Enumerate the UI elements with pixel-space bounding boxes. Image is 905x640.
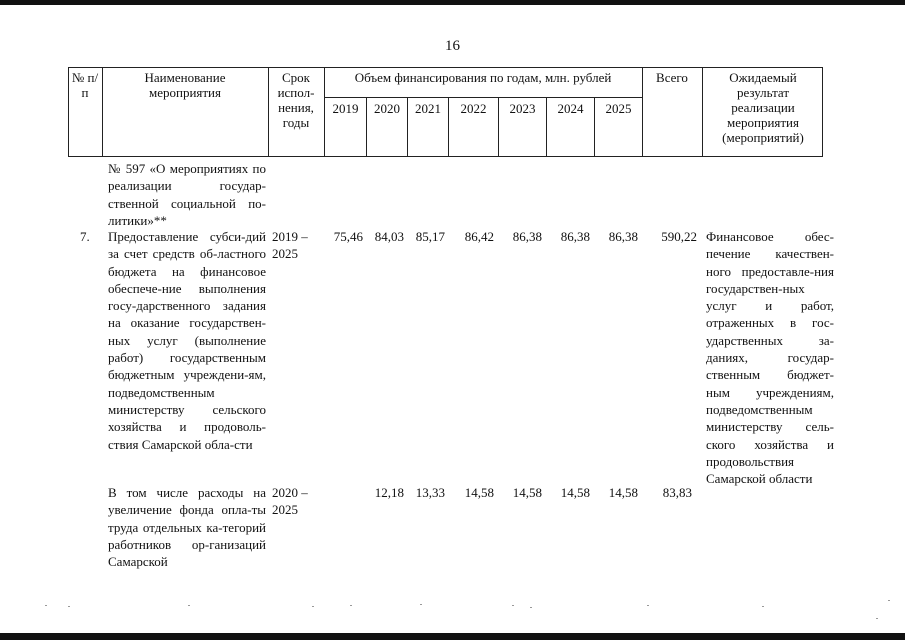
year-2023: 2023 [509,101,536,116]
speck [312,606,314,607]
header-term: Срок испол-нения, годы [277,70,315,130]
value-2024: 86,38 [560,229,590,244]
row-name: Предоставление субси-дий за счет средств об-ластного бюджета на финансовое обеспече-ние выполнения госу-дарственного задания на оказание государствен-ных услуг (выполнение работ) государственным бюджетным учреждени-ям, подведомственным министерству сельского хозяйства и продоволь-ствия Самарской обла-сти [108,229,266,452]
value-2020: 12,18 [374,485,404,500]
continuation-text: № 597 «О мероприятиях по реализации государ-ственной социальной по-литики»** [108,161,266,228]
speck [530,607,532,608]
col-line [702,67,703,157]
value-2020: 84,03 [374,229,404,244]
page-number: 16 [445,38,460,54]
row-result: Финансовое обес-печение качествен-ного предоставле-ния государствен-ных услуг и работ, отраженных в гос-ударственных за-даниях, государ-ственным бюджет-ным учреждениям, подведомственным министерству сель-ского хозяйства и продовольствия Самарской области [706,229,834,487]
col-line [642,67,643,157]
row-total: 590,22 [661,229,697,244]
speck [512,605,514,606]
row-number: 7. [80,229,90,244]
header-result: Ожидаемый результат реализации мероприятия (мероприятий) [722,70,804,145]
value-2019: 75,46 [333,229,363,244]
speck [420,604,422,605]
year-2022: 2022 [460,101,487,116]
bottom-border [0,633,905,640]
speck [888,600,890,601]
value-2025: 86,38 [608,229,638,244]
speck [876,618,878,619]
top-border [0,0,905,5]
row-name: В том числе расходы на увеличение фонда опла-ты труда отдельных ка-тегорий работников ор-ганизаций Самарской [108,485,266,570]
scan-noise [0,600,905,620]
value-2021: 85,17 [415,229,445,244]
value-2023: 14,58 [512,485,542,500]
value-2025: 14,58 [608,485,638,500]
row-term: 2019 – 2025 [272,229,308,261]
value-2022: 14,58 [464,485,494,500]
value-2023: 86,38 [512,229,542,244]
header-top-line [68,67,822,68]
speck [188,605,190,606]
value-2021: 13,33 [415,485,445,500]
header-bottom-line [68,156,822,157]
year-2021: 2021 [415,101,441,116]
col-line [68,67,69,157]
row-term: 2020 – 2025 [272,485,308,517]
year-2024: 2024 [557,101,584,116]
col-line [102,67,103,157]
speck [350,605,352,606]
value-2024: 14,58 [560,485,590,500]
year-2020: 2020 [374,101,400,116]
value-2022: 86,42 [464,229,494,244]
header-funding: Объем финансирования по годам, млн. рублей [354,70,612,85]
col-line [268,67,269,157]
speck [647,605,649,606]
row-total: 83,83 [662,485,692,500]
col-line [822,67,823,157]
header-name: Наименование мероприятия [144,70,226,100]
year-2025: 2025 [605,101,632,116]
header-total: Всего [656,70,688,85]
speck [68,606,70,607]
year-2019: 2019 [332,101,359,116]
speck [45,605,47,606]
speck [762,606,764,607]
header-num: № п/п [71,70,99,100]
